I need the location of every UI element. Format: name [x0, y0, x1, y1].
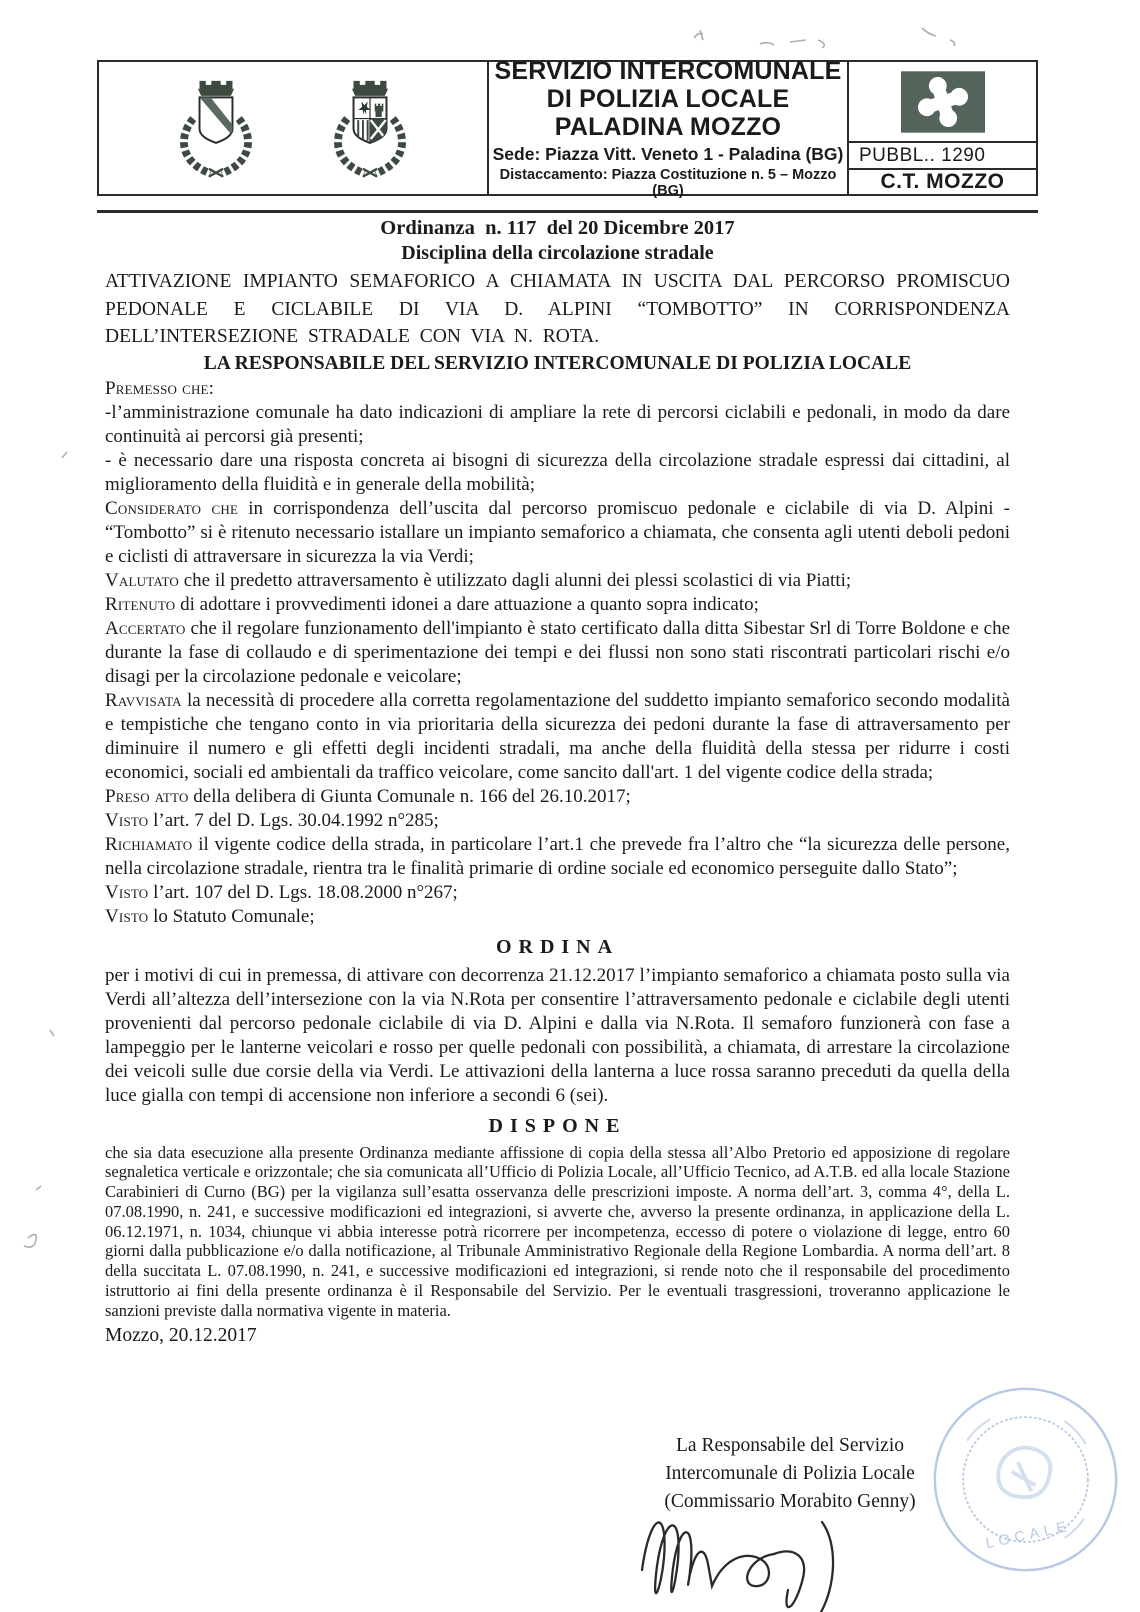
ordinance-paragraph: Preso atto della delibera di Giunta Comunale n. 166 del 26.10.2017; — [105, 785, 631, 807]
letterhead-crests — [99, 62, 487, 194]
org-name-line3: PALADINA MOZZO — [554, 112, 782, 141]
paragraph-lead: Accertato — [105, 617, 186, 639]
paragraph-lead: Richiamato — [105, 833, 193, 855]
letterhead-right-column — [849, 62, 1036, 194]
paragraph-lead: Preso atto — [105, 785, 189, 807]
dispone-paragraph: che sia data esecuzione alla presente Ordinanza mediante affissione di copia della stessa all’Albo Pretorio ed apposizione di regolare segnaletica verticale e orizzontale; che sia comunicata all’Ufficio di Polizia Locale, all’Ufficio Tecnico, ad A.T.B. ed alla locale Stazione Carabinieri di Curno (BG) per la vigilanza sull’esatta osservanza delle prescrizioni imposte. A norma dell’art. 3, comma 4°, della L. 07.08.1990, n. 241, e successive modificazioni ed integrazioni, si avverte che, avverso la presente ordinanza, in applicazione della L. 06.12.1971, n. 1034, chiunque vi abbia interesse potrà ricorrere per incompetenza, eccesso di potere o violazione di legge, entro 60 giorni dalla pubblicazione e/o dalla notificazione, al Tribunale Amministrativo Regionale della Regione Lombardia. A norma dell’art. 8 della succitata L. 07.08.1990, n. 241, e successive modificazioni ed integrazioni, si rende noto che il responsabile del procedimento istruttorio ai fini della presente ordinanza è il Responsabile del Servizio. Per le eventuali trasgressioni, troveranno applicazione le sanzioni previste dalla normativa vigente in materia. — [105, 1142, 1010, 1320]
org-address-sede: Sede: Piazza Vitt. Veneto 1 - Paladina (BG) — [492, 143, 844, 164]
paragraph-lead: Visto — [105, 905, 149, 927]
ordinance-paragraph: Accertato che il regolare funzionamento dell'impianto è stato certificato dalla ditta Sibestar Srl di Torre Boldone e che durante la fase di collaudo e di sperimentazione dei tempi e dei flussi non sono stati riscontrati particolari rischi e/o disagi per la circolazione pedonale e veicolare; — [105, 617, 1010, 687]
org-name-line2: DI POLIZIA LOCALE — [546, 84, 790, 113]
round-stamp — [928, 1382, 1123, 1577]
handwritten-signature — [626, 1470, 896, 1612]
paragraph-lead: Considerato che — [105, 497, 239, 519]
ordinance-paragraph: Visto l’art. 7 del D. Lgs. 30.04.1992 n°285; — [105, 809, 439, 831]
lombardy-rosa-camuna-icon — [901, 71, 985, 133]
paragraph-lead: Valutato — [105, 569, 179, 591]
mozzo-coat-of-arms-icon — [319, 69, 421, 187]
paragraph-lead: Visto — [105, 809, 149, 831]
ordinance-title: Ordinanza n. 117 del 20 Dicembre 2017 — [380, 217, 735, 239]
ordinance-subject: ATTIVAZIONE IMPIANTO SEMAFORICO A CHIAMATA IN USCITA DAL PERCORSO PROMISCUO PEDONALE E CICLABILE DI VIA D. ALPINI “TOMBOTTO” IN CORRISPONDENZA DELL’INTERSEZIONE STRADALE CON VIA N. ROTA. — [105, 271, 1010, 347]
org-address-distaccamento: Distaccamento: Piazza Costituzione n. 5 – Mozzo (BG) — [499, 166, 837, 199]
ordinance-paragraph: Ravvisata la necessità di procedere alla corretta regolamentazione del suddetto impianto semaforico secondo modalità e tempistiche che tengano conto in via prioritaria della sicurezza dei pedoni durante la fase di attraversamento per diminuire il numero e gli effetti degli incidenti stradali, ma anche della fluidità della stessa per ridurre i costi economici, sociali ed ambientali da traffico veicolare, come sancito dall'art. 1 del vigente codice della strada; — [105, 689, 1010, 783]
stamp-text-fragment: LOCALE — [984, 1518, 1073, 1553]
ordinance-subtitle: Disciplina della circolazione stradale — [401, 242, 714, 264]
ordinance-paragraph: Ritenuto di adottare i provvedimenti idonei a dare attuazione a quanto sopra indicato; — [105, 593, 759, 615]
ordinance-paragraph: Richiamato il vigente codice della strada, in particolare l’art.1 che prevede fra l’altro che “la sicurezza delle persone, nella circolazione stradale, rientra tra le finalità primarie di ordine sociale ed economico perseguite dallo Stato”; — [105, 833, 1010, 879]
paladina-coat-of-arms-icon — [165, 69, 267, 187]
letterhead-org — [487, 56, 849, 199]
ordinance-paragraph — [105, 377, 1010, 401]
issuing-authority: LA RESPONSABILE DEL SERVIZIO INTERCOMUNALE DI POLIZIA LOCALE — [203, 352, 912, 374]
org-name-line1: SERVIZIO INTERCOMUNALE — [494, 56, 842, 85]
ordina-paragraph: per i motivi di cui in premessa, di attivare con decorrenza 21.12.2017 l’impianto semaforico a chiamata posto sulla via Verdi all’altezza dell’intersezione con la via N.Rota per consentire l’attraversamento pedonale e ciclabile degli utenti provenienti dal percorso pedonale ciclabile di via D. Alpini e dalla via N.Rota. Il semaforo funzionerà con fase a lampeggio per le lanterne veicolari e rosso per quelle pedonali con possibilità, a chiamata, di arrestare la circolazione dei veicoli sulle due corsie della via Verdi. Le attivazioni della lanterna a luce rossa saranno preceduti da quella della luce gialla con tempi di accensione non inferiore a secondi 6 (sei). — [105, 964, 1010, 1106]
ordina-heading: ORDINA — [495, 935, 620, 958]
paragraph-lead: Ritenuto — [105, 593, 176, 615]
ordinance-content — [105, 216, 1010, 1349]
ct-mozzo-label: C.T. MOZZO — [849, 168, 1036, 194]
ordinance-paragraph: - è necessario dare una risposta concreta ai bisogni di sicurezza della circolazione stradale espressi dai cittadini, al miglioramento della fluidità e in generale della mobilità; — [105, 449, 1010, 495]
paragraph-lead: Premesso che: — [105, 377, 215, 399]
signature-line-2: Intercomunale di Polizia Locale — [665, 1463, 915, 1484]
header-divider — [97, 210, 1038, 213]
place-and-date: Mozzo, 20.12.2017 — [105, 1324, 257, 1346]
body-paragraphs — [105, 377, 1010, 929]
ordinance-paragraph: Valutato che il predetto attraversamento è utilizzato dagli alunni dei plessi scolastici di via Piatti; — [105, 569, 852, 591]
region-logo-cell — [849, 62, 1036, 141]
paragraph-lead: Ravvisata — [105, 689, 182, 711]
ordinance-paragraph: Considerato che in corrispondenza dell’uscita dal percorso promiscuo pedonale e ciclabile di via D. Alpini - “Tombotto” si è ritenuto necessario istallare un impianto semaforico a chiamata, che consenta agli utenti deboli pedoni e ciclisti di attraversare in sicurezza la via Verdi; — [105, 497, 1010, 567]
signature-line-1: La Responsabile del Servizio — [676, 1435, 904, 1456]
ordinance-paragraph: -l’amministrazione comunale ha dato indicazioni di ampliare la rete di percorsi ciclabili e pedonali, in modo da dare continuità ai percorsi già presenti; — [105, 401, 1010, 447]
pubbl-number: PUBBL.. 1290 — [849, 141, 1036, 168]
ordinance-paragraph: Visto l’art. 107 del D. Lgs. 18.08.2000 n°267; — [105, 881, 458, 903]
letterhead — [97, 56, 1038, 199]
dispone-heading: DISPONE — [488, 1114, 627, 1137]
paragraph-lead: Visto — [105, 881, 149, 903]
signature-line-3: (Commissario Morabito Genny) — [664, 1491, 916, 1512]
ordinance-paragraph: Visto lo Statuto Comunale; — [105, 905, 315, 927]
